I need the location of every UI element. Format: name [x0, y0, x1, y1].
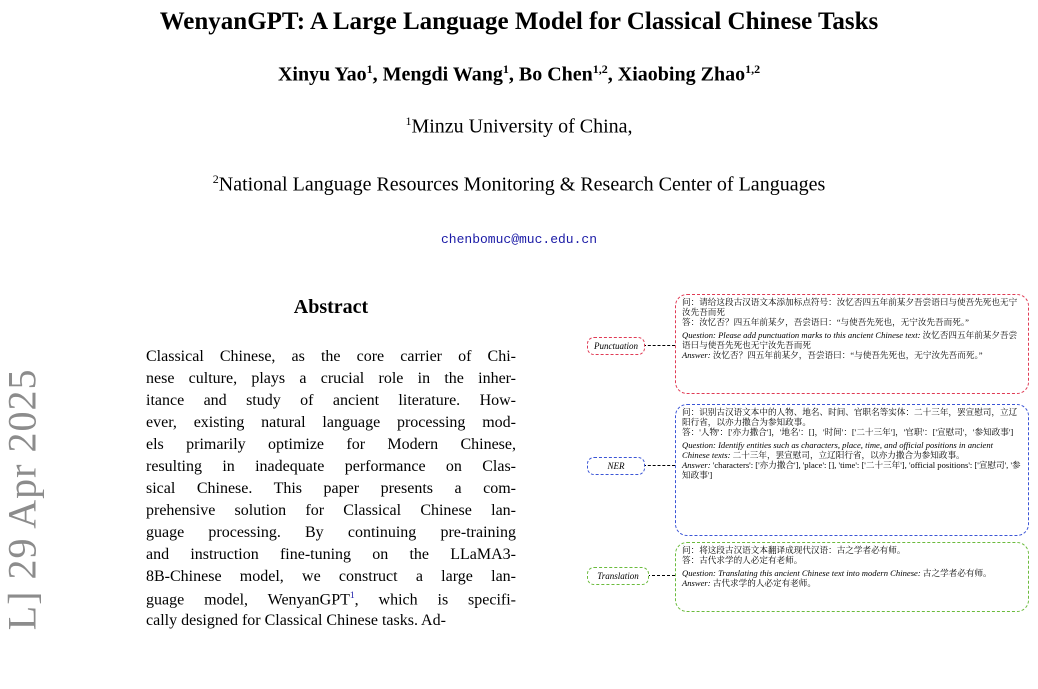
abstract-line: sical Chinese. This paper presents a com-	[146, 480, 516, 497]
author-email-link[interactable]: chenbomuc@muc.edu.cn	[440, 232, 598, 247]
abstract-line: els primarily optimize for Modern Chinese,	[146, 436, 516, 453]
abstract-line-tail: , which is specifi-	[354, 591, 516, 609]
question-text: Please add punctuation marks to this ancient Chinese text:	[718, 330, 921, 340]
punctuation-label: Punctuation	[587, 337, 645, 355]
translation-example-box	[675, 542, 1029, 612]
abstract-line: cally designed for Classical Chinese tasks. Ad-	[146, 612, 446, 629]
author-name: Bo Chen	[518, 63, 593, 86]
abstract-line: resulting in inadequate performance on Clas-	[146, 458, 516, 475]
author-affil-sup: 1,2	[745, 62, 761, 76]
punctuation-connector	[643, 345, 675, 346]
affiliation-2	[0, 172, 1038, 197]
zh-answer: 答：'人物'：['亦力撒合']，'地名'：[]，'时间'：['二十三年']，'官职'：['宣慰司'，'参知政事']	[682, 427, 1014, 437]
translation-label: Translation	[587, 567, 649, 585]
abstract-line: ever, existing natural language processing mod-	[146, 414, 516, 431]
footnote-marker[interactable]: 1	[349, 590, 355, 601]
affiliation-sup: 2	[212, 172, 219, 186]
ner-label: NER	[587, 457, 645, 475]
affiliation-text: National Language Resources Monitoring & Research Center of Languages	[218, 173, 826, 196]
question-zh: 二十三年，罢宣慰司，立辽阳行省，以亦力撒合为参知政事。	[732, 450, 965, 460]
zh-answer: 答：古代求学的人必定有老师。	[682, 555, 803, 565]
zh-answer: 答：汝忆否？四五年前某夕，吾尝语曰：“与使吾先死也，无宁汝先吾而死。”	[682, 317, 969, 327]
en-question	[682, 330, 1022, 350]
translation-connector	[647, 575, 675, 576]
question-label: Question:	[682, 440, 716, 450]
abstract-line: 8B-Chinese model, we construct a large lan-	[146, 568, 516, 585]
arxiv-sidebar-stamp: L] 29 Apr 2025	[0, 368, 45, 631]
answer-text: 古代求学的人必定有老师。	[712, 578, 816, 588]
author-affil-sup: 1,2	[592, 62, 608, 76]
author-affil-sup: 1	[502, 62, 509, 76]
ner-example-box	[675, 404, 1029, 536]
question-text: Translating this ancient Chinese text into modern Chinese:	[718, 568, 921, 578]
abstract-line-text: guage model, WenyanGPT	[146, 591, 350, 609]
abstract-line	[146, 590, 516, 609]
en-question	[682, 440, 1022, 460]
zh-question: 问：识别古汉语文本中的人物、地名、时间、官职名等实体：二十三年，罢宣慰司，立辽阳行省，以亦力撒合为参知政事。	[682, 407, 1018, 427]
question-zh: 汝忆否四五年前某夕吾尝语曰与使吾先死也无宁汝先吾而死	[682, 330, 1018, 350]
abstract-line: and instruction fine-tuning on the LLaMA3-	[146, 546, 516, 563]
abstract-line: itance and study of ancient literature. How-	[146, 392, 516, 409]
answer-label: Answer:	[682, 578, 711, 588]
abstract-line: nese culture, plays a crucial role in the inher-	[146, 370, 516, 387]
abstract-line: prehensive solution for Classical Chinese lan-	[146, 502, 516, 519]
question-label: Question:	[682, 330, 716, 340]
paper-title: WenyanGPT: A Large Language Model for Classical Chinese Tasks	[159, 8, 879, 35]
punctuation-example-box	[675, 294, 1029, 394]
abstract-line: Classical Chinese, as the core carrier of Chi-	[146, 348, 516, 365]
author-name: Mengdi Wang	[382, 63, 503, 86]
affiliation-1	[0, 114, 1038, 139]
answer-text: 汝忆否？四五年前某夕，吾尝语曰：“与使吾先死也，无宁汝先吾而死。”	[712, 350, 983, 360]
affiliation-sup: 1	[405, 114, 412, 128]
affiliation-text: Minzu University of China,	[411, 115, 633, 138]
en-answer	[682, 578, 1022, 588]
en-answer	[682, 460, 1022, 480]
author-name: Xinyu Yao	[277, 63, 367, 86]
abstract-heading: Abstract	[293, 296, 369, 318]
author-list: Xinyu Yao$^1$, Mengdi Wang$^1$, Bo Chen$^{1,2}$, Xiaobing Zhao$^{1,2}$	[277, 62, 761, 86]
question-label: Question:	[682, 568, 716, 578]
task-examples-figure	[583, 294, 1033, 614]
answer-text: 'characters': ['亦力撒合'], 'place': [], 'time': ['二十三年'], 'official positions': ['宣慰司', '参知政事']	[682, 460, 1021, 480]
answer-label: Answer:	[682, 350, 711, 360]
ner-connector	[643, 465, 675, 466]
zh-question: 问：请给这段古汉语文本添加标点符号：汝忆否四五年前某夕吾尝语曰与使吾先死也无宁汝先吾而死	[682, 297, 1018, 317]
en-answer	[682, 350, 1022, 360]
answer-label: Answer:	[682, 460, 711, 470]
zh-question: 问：将这段古汉语文本翻译成现代汉语：古之学者必有师。	[682, 545, 906, 555]
author-name: Xiaobing Zhao	[617, 63, 746, 86]
en-question	[682, 568, 1022, 578]
author-affil-sup: 1	[366, 62, 373, 76]
abstract-line: guage processing. By continuing pre-training	[146, 524, 516, 541]
question-zh: 古之学者必有师。	[922, 568, 992, 578]
question-text: Identify entities such as characters, place, time, and official positions in ancient Chinese texts:	[682, 440, 994, 460]
